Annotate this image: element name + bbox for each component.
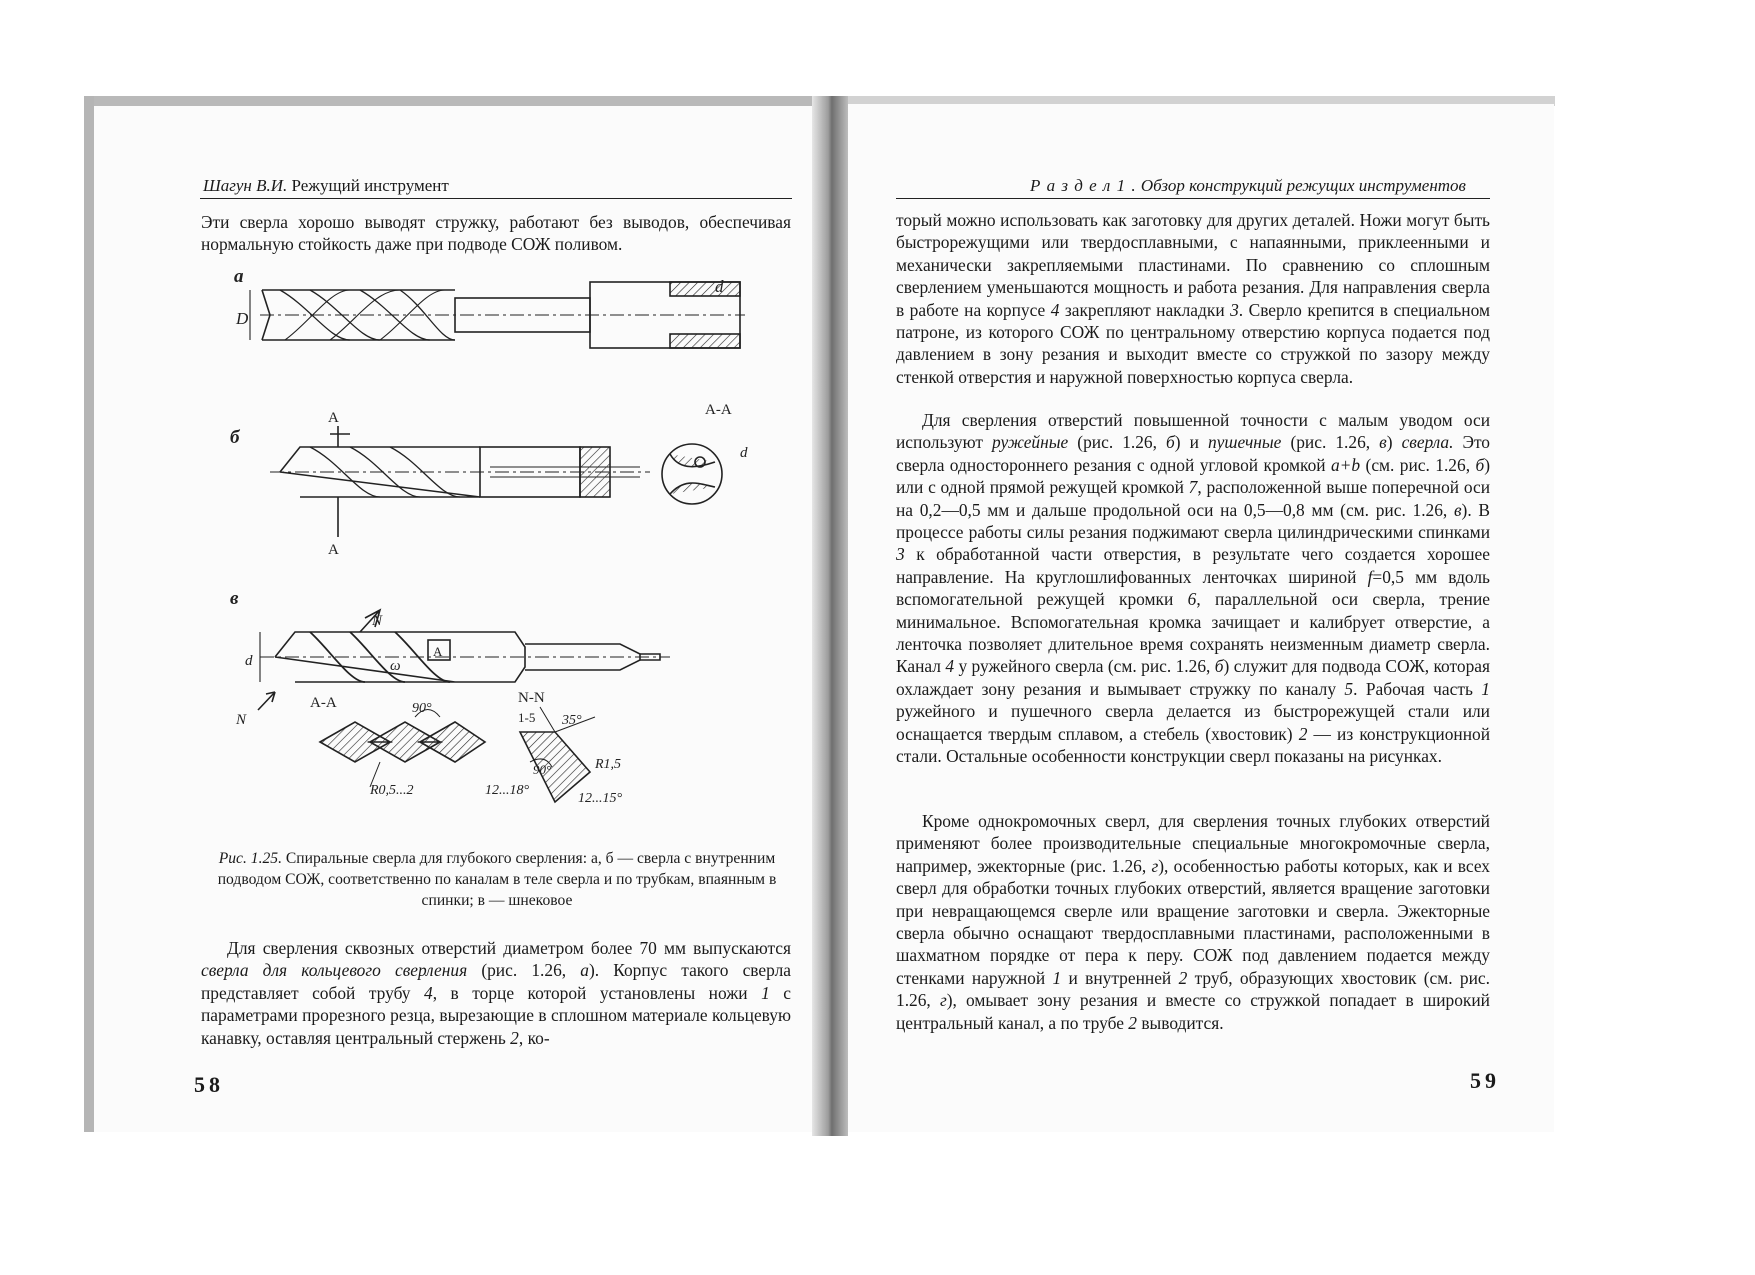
figure-1-25-drills [200, 262, 790, 822]
right-paragraph-3: Кроме однокромочных сверл, для сверления точных глубоких отверстий применяют более производительные специальные многокромочные сверла, например, эжекторные (рис. 1.26, г), особенностью работы которых, как и всех сверл для обработки точных глубоких отверстий, является вращение заготовки при невращающемся сверле или вращение заготовки и сверла. Эжекторные сверла обычно оснащают твердосплавными пластинами, расположенными в шахматном порядке от пера к перу. СОЖ под давлением подается между стенками наружной 1 и внутренней 2 труб, образующих хвостовик (см. рис. 1.26, г), омывает зону резания и вместе со стружкой попадает в широкий центральный канал, а по трубе 2 выводится. [896, 811, 1491, 1033]
label-A-v: A [433, 644, 443, 659]
caption-label: Рис. 1.25. [218, 850, 282, 867]
label-d-a: d [715, 277, 724, 296]
label-d-v: d [245, 653, 253, 669]
label-angle-90: 90° [412, 701, 432, 716]
drill-b [230, 402, 748, 558]
right-running-head [1030, 176, 1466, 196]
caption-text: Спиральные сверла для глубокого сверления: а, б — сверла с внутренним подводом СОЖ, соответственно по каналам в теле сверла и по трубкам, впаянным в спинки; в — шнековое [217, 850, 777, 909]
label-angle-90-nn: 90° [533, 762, 552, 777]
label-a: а [234, 266, 244, 287]
section-AA-title: A-A [705, 402, 732, 418]
label-D-a: D [236, 309, 249, 328]
right-head-rule [896, 198, 1490, 199]
drill-a [234, 266, 745, 348]
running-head-title-right: Обзор конструкций режущих инструментов [1140, 176, 1466, 195]
section-AA-title-v: A-A [310, 695, 337, 711]
scan-shadow-left [84, 96, 94, 1132]
drill-v [230, 588, 670, 806]
section-mark-A-top: A [328, 410, 339, 426]
label-omega: ω [390, 658, 401, 674]
label-angle-35: 35° [562, 713, 582, 728]
label-N-bottom: N [236, 712, 247, 728]
label-d-b: d [740, 445, 748, 461]
right-paragraph-2: Для сверления отверстий повышенной точности с малым уводом оси используют ружейные (рис. 1.26, б) и пушечные (рис. 1.26, в) сверла. Это сверла одностороннего резания с одной угловой кромкой a+b (см. рис. 1.26, б) или с одной прямой режущей кромкой 7, расположенной выше поперечной оси на 0,2—0,5 мм и дальше продольной оси на 0,5—0,8 мм (см. рис. 1.26, в). В процессе работы силы резания поджимают сверла цилиндрическими спинками 3 к обработанной части отверстия, в результате чего создается хорошее направление. На круглошлифованных ленточках шириной f=0,5 мм вдоль вспомогательной режущей кромки 6, параллельной оси сверла, трение минимальное. Вспомогательная кромка зачищает и калибрует отверстие, а ленточка позволяет длительное время сохранять неизменным диаметр сверла. Канал 4 у ружейного сверла (см. рис. 1.26, б) служит для подвода СОЖ, которая охлаждает зону резания и вымывает стружку по каналу 5. Рабочая часть 1 ружейного и пушечного сверла делается из быстрорежущей стали или оснащается твердым сплавом, а стебель (хвостовик) 2 — из конструкционной стали. Остальные особенности конструкции сверл показаны на рисунках. [896, 410, 1491, 767]
section-NN-title: N-N [518, 690, 545, 706]
right-paragraph-1: торый можно использовать как заготовку для других деталей. Ножи могут быть быстрорежущими или твердосплавными, с напаянными, приклеенными и механически закрепляемыми пластинами. По сравнению со сплошным сверлением уменьшаются мощность и работа резания. Для направления сверла в работе на корпусе 4 закрепляют накладки 3. Сверло крепится в специальном патроне, из которого СОЖ по центральному отверстию корпуса подается под давлением в зону резания и выходит вместе со стружкой по зазору между стенкой отверстия и наружной поверхностью корпуса сверла. [896, 210, 1490, 387]
running-head-title: Режущий инструмент [291, 176, 449, 195]
label-12-15: 12...15° [578, 791, 623, 806]
book-spine [812, 96, 848, 1136]
label-1-5: 1-5 [518, 710, 536, 725]
left-paragraph-bottom: Для сверления сквозных отверстий диаметром более 70 мм выпускаются сверла для кольцевого сверления (рис. 1.26, а). Корпус такого сверла представляет собой трубу 4, в торце которой установлены ножи 1 с параметрами прорезного резца, вырезающие в сплошном материале кольцевую канавку, оставляя центральный стержень 2, ко- [201, 938, 792, 1048]
left-paragraph-top: Эти сверла хорошо выводят стружку, работают без выводов, обеспечивая нормальную стойкость даже при подводе СОЖ поливом. [201, 212, 791, 255]
left-running-head [203, 176, 449, 196]
right-page-number: 59 [1470, 1068, 1500, 1093]
label-b: б [230, 427, 240, 448]
section-mark-A-bottom: A [328, 542, 339, 558]
label-r-0-5-2: R0,5...2 [370, 783, 414, 798]
left-page-number: 58 [194, 1072, 224, 1097]
running-head-section: Р а з д е л 1 . [1030, 176, 1137, 195]
figure-caption [202, 848, 792, 911]
label-12-18: 12...18° [485, 783, 530, 798]
left-head-rule [200, 198, 792, 199]
label-N-top: N [372, 613, 383, 629]
label-r-1-5: R1,5 [595, 757, 622, 772]
label-v: в [230, 588, 239, 609]
running-head-author: Шагун В.И. [203, 176, 288, 195]
